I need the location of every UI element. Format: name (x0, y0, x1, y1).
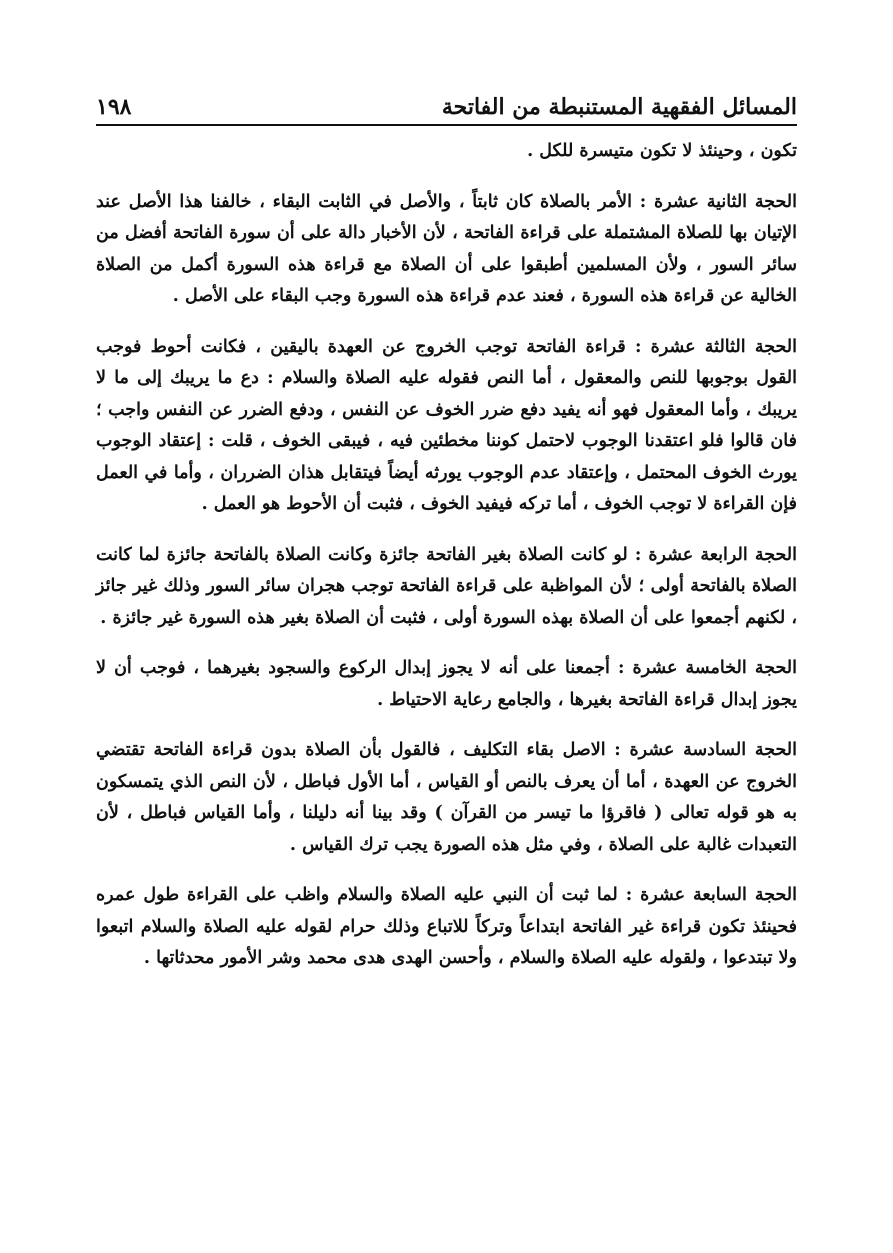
paragraph: تكون ، وحينئذ لا تكون متيسرة للكل . (527, 141, 797, 161)
paragraph: الحجة الثالثة عشرة : قراءة الفاتحة توجب الخروج عن العهدة باليقين ، فكانت أحوط فوجب القول بوجوبها للنص والمعقول ، أما النص فقوله عليه الصلاة والسلام : دع ما يريبك إلى ما لا يريبك ، وأما المعقول فهو أنه يفيد دفع ضرر الخوف عن النفس ، ودفع الضرر عن النفس واجب ؛ فان قالوا فلو اعتقدنا الوجوب لاحتمل كوننا مخطئين فيه ، فيبقى الخوف ، قلت : إعتقاد الوجوب يورث الخوف المحتمل ، وإعتقاد عدم الوجوب يورثه أيضاً فيتقابل هذان الضرران ، وأما في العمل فإن القراءة لا توجب الخوف ، أما تركه فيفيد الخوف ، فثبت أن الأحوط هو العمل . (96, 336, 797, 514)
paragraph: الحجة الخامسة عشرة : أجمعنا على أنه لا يجوز إبدال الركوع والسجود بغيرهما ، فوجب أن لا يجوز إبدال قراءة الفاتحة بغيرها ، والجامع رعاية الاحتياط . (96, 658, 797, 710)
paragraph: الحجة الرابعة عشرة : لو كانت الصلاة بغير الفاتحة جائزة وكانت الصلاة بالفاتحة جائزة لما كانت الصلاة بالفاتحة أولى ؛ لأن المواظبة على قراءة الفاتحة توجب هجران سائر السور وذلك غير جائز ، لكنهم أجمعوا على أن الصلاة بهذه السورة أولى ، فثبت أن الصلاة بغير هذه السورة غير جائزة . (96, 544, 797, 628)
page-header (96, 84, 797, 126)
body-text (96, 136, 797, 994)
paragraph: الحجة الثانية عشرة : الأمر بالصلاة كان ثابتاً ، والأصل في الثابت البقاء ، خالفنا هذا الأصل عند الإتيان بها للصلاة المشتملة على قراءة الفاتحة ، لأن الأخبار دالة على أن سورة الفاتحة أفضل من سائر السور ، ولأن المسلمين أطبقوا على أن الصلاة مع قراءة هذه السورة أكمل من الصلاة الخالية عن قراءة هذه السورة ، فعند عدم قراءة هذه السورة وجب البقاء على الأصل . (96, 191, 797, 306)
page-number: ١٩٨ (96, 94, 132, 120)
paragraph: الحجة السابعة عشرة : لما ثبت أن النبي عليه الصلاة والسلام واظب على القراءة طول عمره فحينئذ تكون قراءة غير الفاتحة ابتداعاً وتركاً للاتباع وذلك حرام لقوله عليه الصلاة والسلام اتبعوا ولا تبتدعوا ، ولقوله عليه الصلاة والسلام ، وأحسن الهدى هدى محمد وشر الأمور محدثاتها . (96, 885, 797, 968)
paragraph: الحجة السادسة عشرة : الاصل بقاء التكليف ، فالقول بأن الصلاة بدون قراءة الفاتحة تقتضي الخروج عن العهدة ، أما أن يعرف بالنص أو القياس ، أما الأول فباطل ، لأن النص الذي يتمسكون به هو قوله تعالى ( فاقرؤا ما تيسر من القرآن ) وقد بينا أنه دليلنا ، وأما القياس فباطل ، لأن التعبدات غالبة على الصلاة ، وفي مثل هذه الصورة يجب ترك القياس . (96, 740, 797, 855)
running-title: المسائل الفقهية المستنبطة من الفاتحة (441, 94, 797, 120)
